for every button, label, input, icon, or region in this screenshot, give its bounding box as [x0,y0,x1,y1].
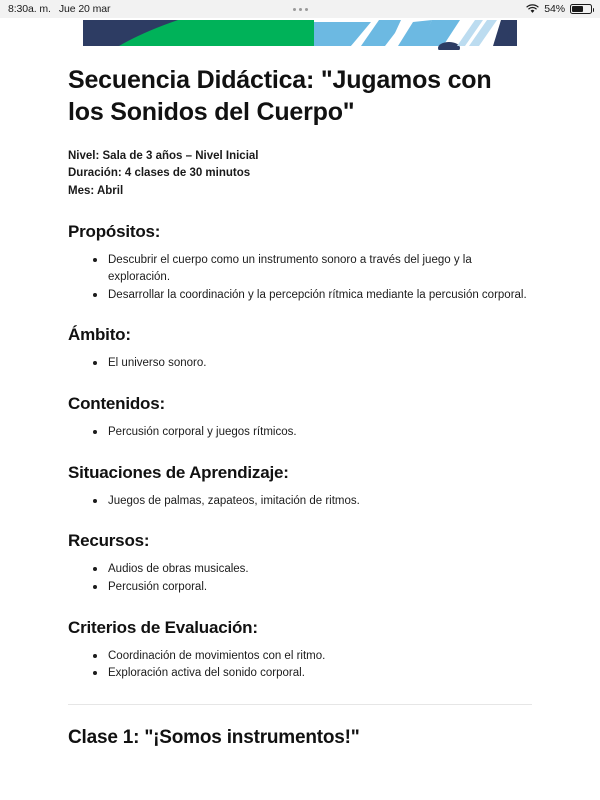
meta-nivel: Nivel: Sala de 3 años – Nivel Inicial [68,150,259,162]
list-item: Exploración activa del sonido corporal. [68,665,532,682]
list-item: Coordinación de movimientos con el ritmo. [68,648,532,665]
dot-3 [305,8,308,11]
section-list-criterios [68,648,532,682]
status-time: 8:30a. m. [8,3,51,15]
section-heading-situaciones: Situaciones de Aprendizaje: [68,462,289,482]
document-title: Secuencia Didáctica: "Jugamos con los Sonidos del Cuerpo" [68,66,492,126]
dot-1 [293,8,296,11]
battery-percent-label: 54% [544,3,565,15]
section-list-situaciones [68,493,532,510]
list-item: Percusión corporal. [68,579,532,596]
dot-2 [299,8,302,11]
wifi-icon [526,4,539,14]
status-bar [0,0,600,18]
decorative-geometric-banner [83,18,517,50]
status-bar-left [8,3,110,15]
class-heading-1: Clase 1: "¡Somos instrumentos!" [68,727,360,749]
list-item: El universo sonoro. [68,355,532,372]
document-body [68,64,532,749]
section-divider [68,704,532,705]
section-heading-contenidos: Contenidos: [68,394,165,414]
list-item: Percusión corporal y juegos rítmicos. [68,424,532,441]
battery-fill [572,6,583,12]
status-date: Jue 20 mar [58,3,111,15]
section-heading-propositos: Propósitos: [68,222,161,242]
meta-duracion: Duración: 4 clases de 30 minutos [68,167,251,180]
section-heading-criterios: Criterios de Evaluación: [68,617,258,637]
list-item: Audios de obras musicales. [68,561,532,578]
list-item: Juegos de palmas, zapateos, imitación de ritmos. [68,493,532,510]
section-heading-recursos: Recursos: [68,531,150,551]
status-bar-right [526,3,592,15]
section-list-propositos [68,252,532,303]
document-meta [68,148,532,200]
list-item: Desarrollar la coordinación y la percepción rítmica mediante la percusión corporal. [68,287,532,304]
list-item: Descubrir el cuerpo como un instrumento sonoro a través del juego y la exploración. [68,252,532,285]
battery-icon [570,4,592,14]
section-list-ambito [68,355,532,372]
document-page [0,18,600,800]
more-dots-icon[interactable] [293,8,308,11]
meta-mes: Mes: Abril [68,184,124,197]
section-heading-ambito: Ámbito: [68,325,131,345]
section-list-contenidos [68,424,532,441]
section-list-recursos [68,561,532,595]
